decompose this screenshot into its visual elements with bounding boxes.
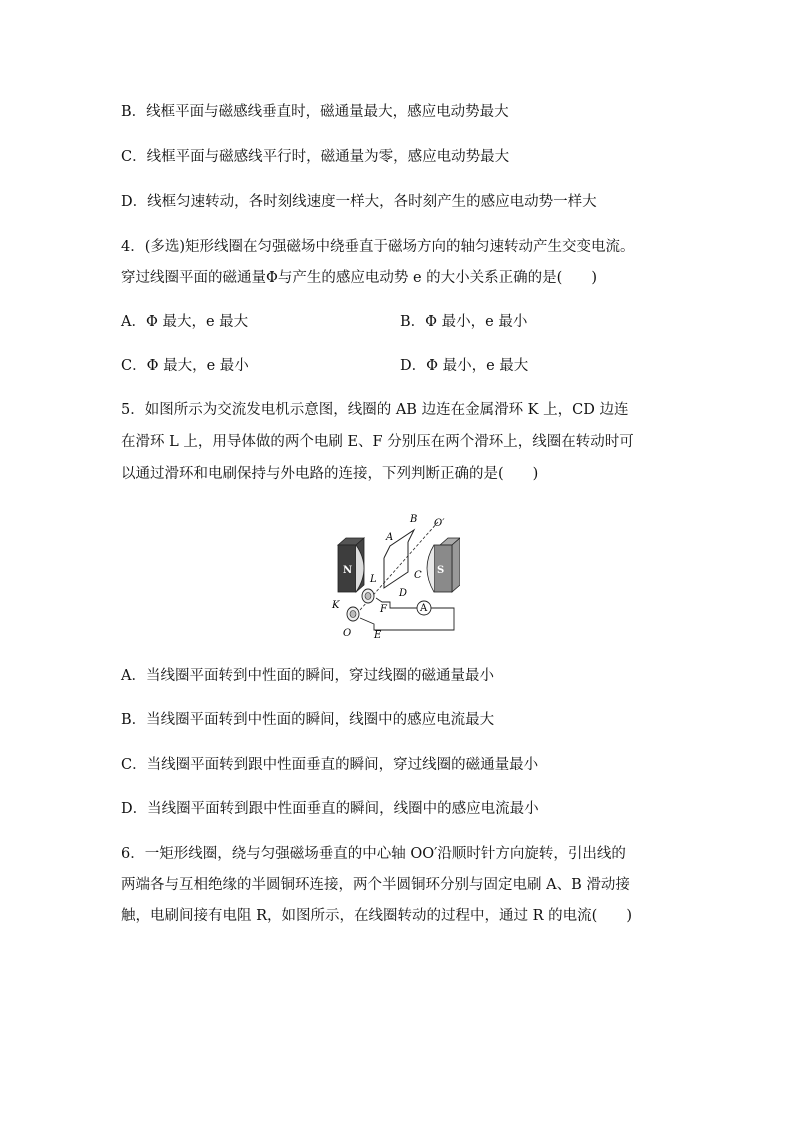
q5-option-a: A．当线圈平面转到中性面的瞬间，穿过线圈的磁通量最小	[121, 668, 494, 684]
q5-stem-line-1: 5．如图所示为交流发电机示意图，线圈的 AB 边连在金属滑环 K 上，CD 边连	[121, 402, 629, 418]
q5-option-c: C．当线圈平面转到跟中性面垂直的瞬间，穿过线圈的磁通量最小	[121, 757, 539, 773]
label-f: F	[380, 604, 387, 615]
q3-option-d: D．线框匀速转动，各时刻线速度一样大，各时刻产生的感应电动势一样大	[121, 194, 597, 210]
q6-stem-line-3: 触，电刷间接有电阻 R，如图所示，在线圈转动的过程中，通过 R 的电流( )	[121, 908, 632, 924]
q6-stem-line-1: 6．一矩形线圈，绕与匀强磁场垂直的中心轴 OO′沿顺时针方向旋转，引出线的	[121, 846, 626, 862]
ammeter-label: A	[420, 603, 428, 614]
label-s: S	[437, 565, 445, 576]
label-d: D	[399, 588, 408, 599]
q6-stem-line-2: 两端各与互相绝缘的半圆铜环连接，两个半圆铜环分别与固定电刷 A、B 滑动接	[121, 877, 630, 893]
q5-option-b: B．当线圈平面转到中性面的瞬间，线圈中的感应电流最大	[121, 712, 495, 728]
q3-option-c: C．线框平面与磁感线平行时，磁通量为零，感应电动势最大	[121, 149, 510, 165]
q4-option-c: C．Φ 最大，e 最小	[121, 358, 249, 374]
q4-stem-line-1: 4．(多选)矩形线圈在匀强磁场中绕垂直于磁场方向的轴匀速转动产生交变电流。	[121, 239, 635, 255]
label-c: C	[414, 570, 422, 581]
q4-stem-line-2: 穿过线圈平面的磁通量Φ与产生的感应电动势 e 的大小关系正确的是( )	[121, 270, 597, 286]
label-k: K	[332, 600, 340, 611]
label-o-prime: O′	[434, 518, 445, 529]
q4-option-d: D．Φ 最小，e 最大	[400, 358, 529, 374]
q5-stem-line-3: 以通过滑环和电刷保持与外电路的连接，下列判断正确的是( )	[121, 466, 539, 482]
q3-option-b: B．线框平面与磁感线垂直时，磁通量最大，感应电动势最大	[121, 104, 509, 120]
label-n: N	[343, 565, 353, 576]
label-a: A	[386, 532, 394, 543]
q4-option-b: B．Φ 最小，e 最小	[400, 314, 528, 330]
q5-option-d: D．当线圈平面转到跟中性面垂直的瞬间，线圈中的感应电流最小	[121, 801, 539, 817]
label-e: E	[374, 630, 382, 640]
label-o: O	[343, 628, 352, 639]
q4-option-a: A．Φ 最大，e 最大	[121, 314, 249, 330]
label-b: B	[410, 514, 418, 525]
generator-diagram	[330, 510, 460, 640]
label-l: L	[370, 574, 377, 585]
q5-stem-line-2: 在滑环 L 上，用导体做的两个电刷 E、F 分别压在两个滑环上，线圈在转动时可	[121, 434, 634, 450]
